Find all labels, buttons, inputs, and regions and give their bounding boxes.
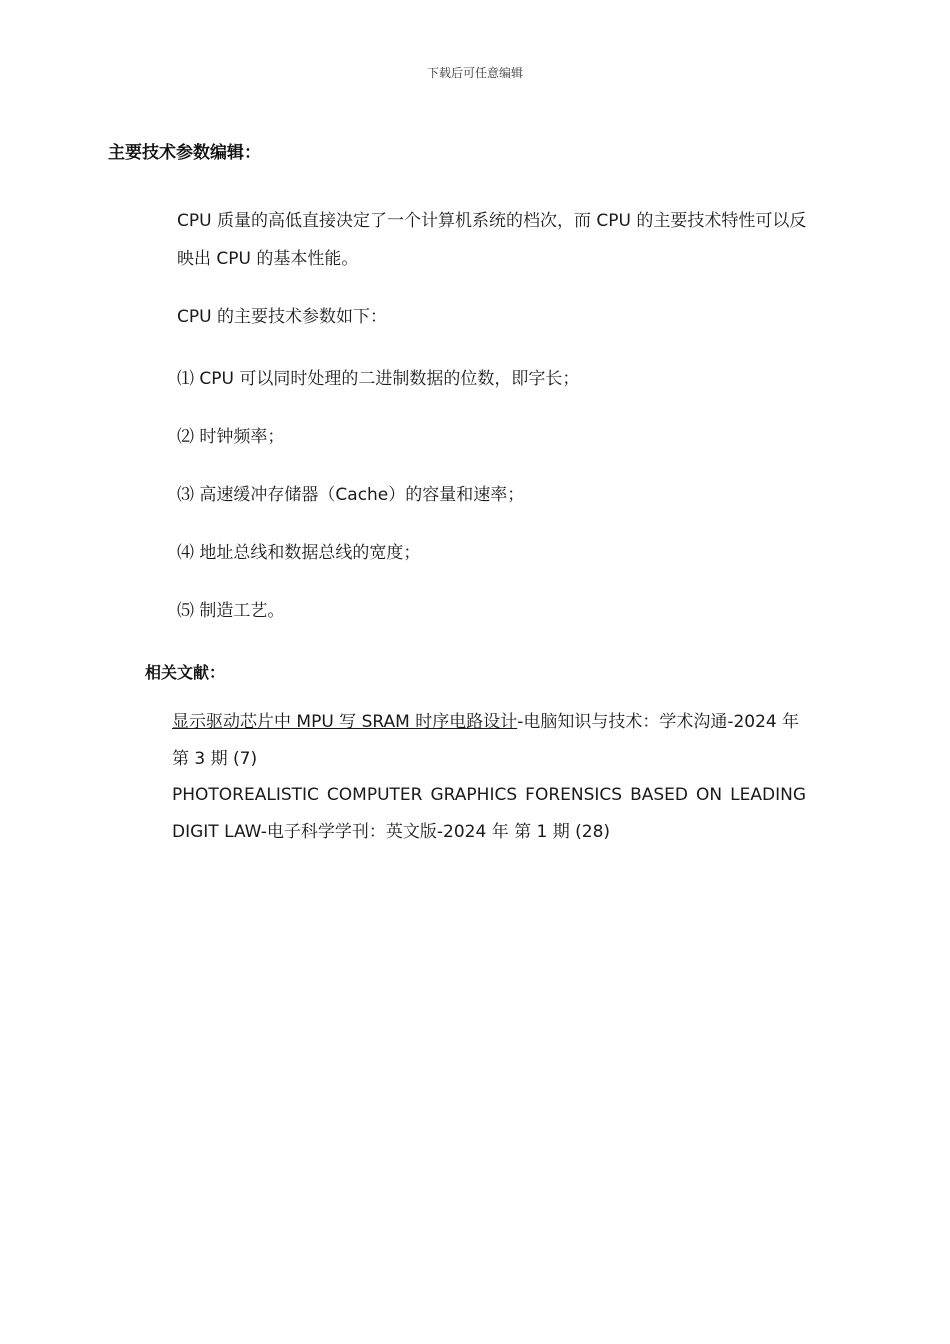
list-item: ⑷ 地址总线和数据总线的宽度；	[177, 543, 421, 563]
reference-2: PHOTOREALISTIC COMPUTER GRAPHICS FORENSICS BASED ON LEADING DIGIT LAW-电子科学学刊：英文版-2024 年 第 1 期 (28)	[172, 785, 806, 842]
reference-1-link[interactable]: 显示驱动芯片中 MPU 写 SRAM 时序电路设计	[172, 712, 518, 732]
section-title: 主要技术参数编辑：	[108, 143, 261, 163]
intro-paragraph	[145, 202, 807, 278]
params-intro-text: CPU 的主要技术参数如下：	[177, 307, 387, 327]
list-item: ⑴ CPU 可以同时处理的二进制数据的位数，即字长；	[177, 369, 580, 389]
list-item: ⑸ 制造工艺。	[177, 601, 285, 621]
page-header: 下载后可任意编辑	[426, 66, 523, 80]
intro-paragraph-text: CPU 质量的高低直接决定了一个计算机系统的档次，而 CPU 的主要技术特性可以反映出 CPU 的基本性能。	[177, 211, 807, 269]
reference-1-source: -电脑知识与技术：学术沟通-2024 年 第 3 期 (7)	[172, 712, 800, 769]
reference-1	[172, 704, 806, 778]
params-intro	[145, 298, 807, 336]
list-item: ⑶ 高速缓冲存储器（Cache）的容量和速率；	[177, 485, 525, 505]
list-item: ⑵ 时钟频率；	[177, 427, 285, 447]
references-title: 相关文献：	[145, 663, 226, 682]
